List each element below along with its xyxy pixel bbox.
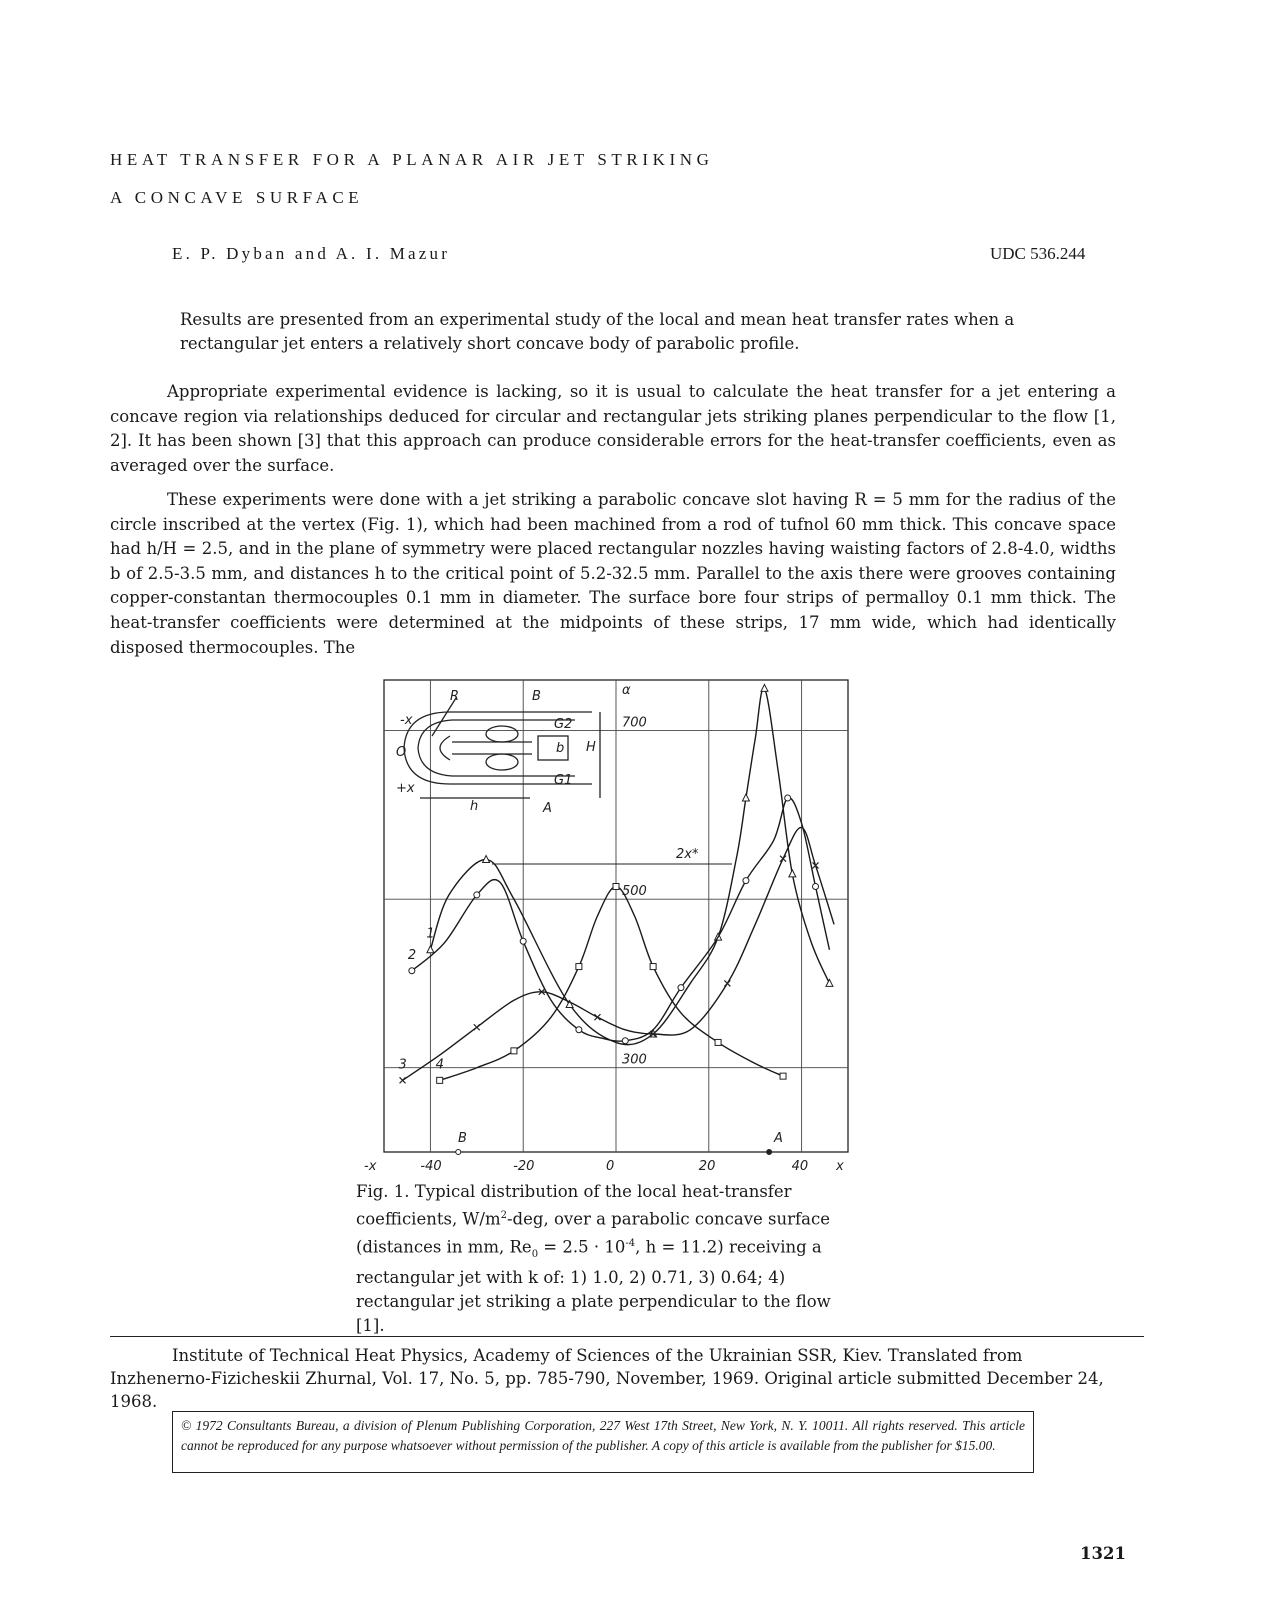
abstract <box>180 308 1030 356</box>
series-4-point <box>780 1073 786 1079</box>
series-1-point <box>427 946 434 953</box>
y-tick-label: 500 <box>622 884 647 900</box>
vortex-top <box>486 726 518 742</box>
caption-superscript: 2 <box>500 1210 507 1221</box>
y-tick-label: 700 <box>622 715 647 731</box>
x-tick-label: 0 <box>606 1159 615 1174</box>
x-tick-label: -20 <box>513 1159 535 1174</box>
x-axis-label: x <box>836 1159 844 1174</box>
paragraph-2-text: These experiments were done with a jet striking a parabolic concave slot having R = 5 mm for the radius of the circle inscribed at the vertex (Fig. 1), which had been machined from a rod of tufnol 60 mm thick. This concave space had h/H = 2.5, and in the plane of symmetry were placed rectangular nozzles having waisting factors of 2.8-4.0, widths b of 2.5-3.5 mm, and distances h to the critical point of 5.2-32.5 mm. Parallel to the axis there were grooves containing copper-constantan thermocouples 0.1 mm in diameter. The surface bore four strips of permalloy 0.1 mm thick. The heat-transfer coefficients were determined at the midpoints of these strips, 17 mm wide, which had identically disposed thermocouples. The <box>110 490 1116 657</box>
affiliation-text: Institute of Technical Heat Physics, Academy of Sciences of the Ukrainian SSR, Kiev. Translated from Inzhenerno-Fizicheskii Zhurnal, Vol. 17, No. 5, pp. 785-790, November, 1969. Original article submitted December 24, 1968. <box>110 1346 1104 1411</box>
copyright-box <box>172 1411 1034 1473</box>
series-1-point <box>742 794 749 801</box>
inset-label-b: b <box>556 741 565 756</box>
figure-1 <box>360 676 860 1176</box>
series-2-point <box>576 1027 582 1033</box>
axis-marker-A <box>767 1150 772 1155</box>
series-1-point <box>826 979 833 986</box>
series-2-point <box>743 878 749 884</box>
inset-label-h: h <box>470 799 479 814</box>
series-4-label: 4 <box>435 1057 444 1073</box>
series-2-point <box>520 938 526 944</box>
x-tick-label: 40 <box>791 1159 809 1174</box>
series-2-label: 2 <box>407 947 417 963</box>
series-3-point <box>400 1077 406 1083</box>
series-4-line <box>440 887 783 1081</box>
inset-label-A: A <box>543 801 552 816</box>
series-3-point <box>724 980 730 986</box>
series-3-label: 3 <box>398 1057 407 1073</box>
series-2-line <box>412 798 830 1042</box>
series-1-point <box>761 684 768 691</box>
series-4-point <box>511 1048 517 1054</box>
page-number: 1321 <box>1080 1544 1126 1563</box>
series-2-point <box>813 884 819 890</box>
caption-text-d: , h = 11.2) receiving a rectangular jet with k of: 1) 1.0, 2) 0.71, 3) 0.64; 4) rectangular jet striking a plate perpendicular to the flow [1]. <box>356 1237 831 1336</box>
udc-code: UDC 536.244 <box>990 244 1086 263</box>
x-axis-label-negative: -x <box>364 1159 377 1174</box>
affiliation-note <box>110 1344 1110 1413</box>
inset-label-minus-x: -x <box>400 713 413 728</box>
series-1-point <box>789 870 796 877</box>
caption-text-c: = 2.5 · 10 <box>538 1237 626 1256</box>
series-3-point <box>780 856 786 862</box>
series-2-point <box>678 985 684 991</box>
series-4-point <box>715 1039 721 1045</box>
chart-annotations <box>458 847 783 1146</box>
series-3-point <box>594 1014 600 1020</box>
footnote-rule <box>110 1336 1144 1337</box>
caption-superscript-2: -4 <box>625 1237 636 1249</box>
series-1-label: 1 <box>426 926 435 942</box>
stagnation-flow <box>440 736 450 760</box>
inset-label-R: R <box>450 689 460 704</box>
caption-text-b: -deg, over a parabolic concave surface (distances in mm, Re <box>356 1209 830 1256</box>
series-3-point <box>474 1024 480 1030</box>
caption-label: Fig. 1. <box>356 1182 410 1201</box>
y-axis-label: α <box>622 683 631 698</box>
axis-point-A: A <box>774 1131 783 1146</box>
series-4-point <box>576 964 582 970</box>
paper-title-line1: HEAT TRANSFER FOR A PLANAR AIR JET STRIKING <box>110 150 714 169</box>
paragraph-1 <box>110 380 1116 478</box>
series-4-point <box>650 964 656 970</box>
axis-marker-B <box>456 1150 461 1155</box>
inset-label-G2: G2 <box>554 717 573 732</box>
inset-label-G1: G1 <box>554 773 573 788</box>
inset-label-O: O <box>396 745 407 760</box>
series-3-line <box>403 827 835 1080</box>
caption-text-a: Typical distribution of the local heat-transfer coefficients, W/m <box>356 1182 792 1229</box>
x-tick-label: 20 <box>698 1159 716 1174</box>
chart-grid <box>384 680 848 1152</box>
series-2-point <box>785 795 791 801</box>
paragraph-2 <box>110 488 1116 660</box>
vortex-bottom <box>486 754 518 770</box>
paragraph-1-text: Appropriate experimental evidence is lacking, so it is usual to calculate the heat transfer for a jet entering a concave region via relationships deduced for circular and rectangular jets striking planes perpendicular to the flow [1, 2]. It has been shown [3] that this approach can produce considerable errors for the heat-transfer coefficients, even as averaged over the surface. <box>110 382 1116 475</box>
series-2-point <box>409 968 415 974</box>
inset-label-plus-x: +x <box>396 781 415 796</box>
axis-point-B: B <box>458 1131 467 1146</box>
series-2-point <box>474 892 480 898</box>
paper-title-line2: A CONCAVE SURFACE <box>110 188 364 207</box>
y-tick-label: 300 <box>622 1052 647 1068</box>
caption-subscript: 0 <box>531 1248 539 1260</box>
copyright-text: © 1972 Consultants Bureau, a division of Plenum Publishing Corporation, 227 West 17th Street, New York, N. Y. 10011. All rights reserved. This article cannot be reproduced for any purpose whatsoever without permission of the publisher. A copy of this article is available from the publisher for $15.00. <box>181 1418 1025 1453</box>
annotation-2x-star: 2x* <box>676 847 699 862</box>
x-tick-label: -40 <box>420 1159 442 1174</box>
series-4-point <box>613 884 619 890</box>
figure-caption <box>356 1180 864 1338</box>
inset-label-H: H <box>586 740 596 755</box>
abstract-text: Results are presented from an experimental study of the local and mean heat transfer rates when a rectangular jet enters a relatively short concave body of parabolic profile. <box>180 310 1015 353</box>
series-4-point <box>437 1077 443 1083</box>
inset-label-B: B <box>532 689 541 704</box>
authors: E. P. Dyban and A. I. Mazur <box>172 244 451 263</box>
series-2-point <box>622 1038 628 1044</box>
